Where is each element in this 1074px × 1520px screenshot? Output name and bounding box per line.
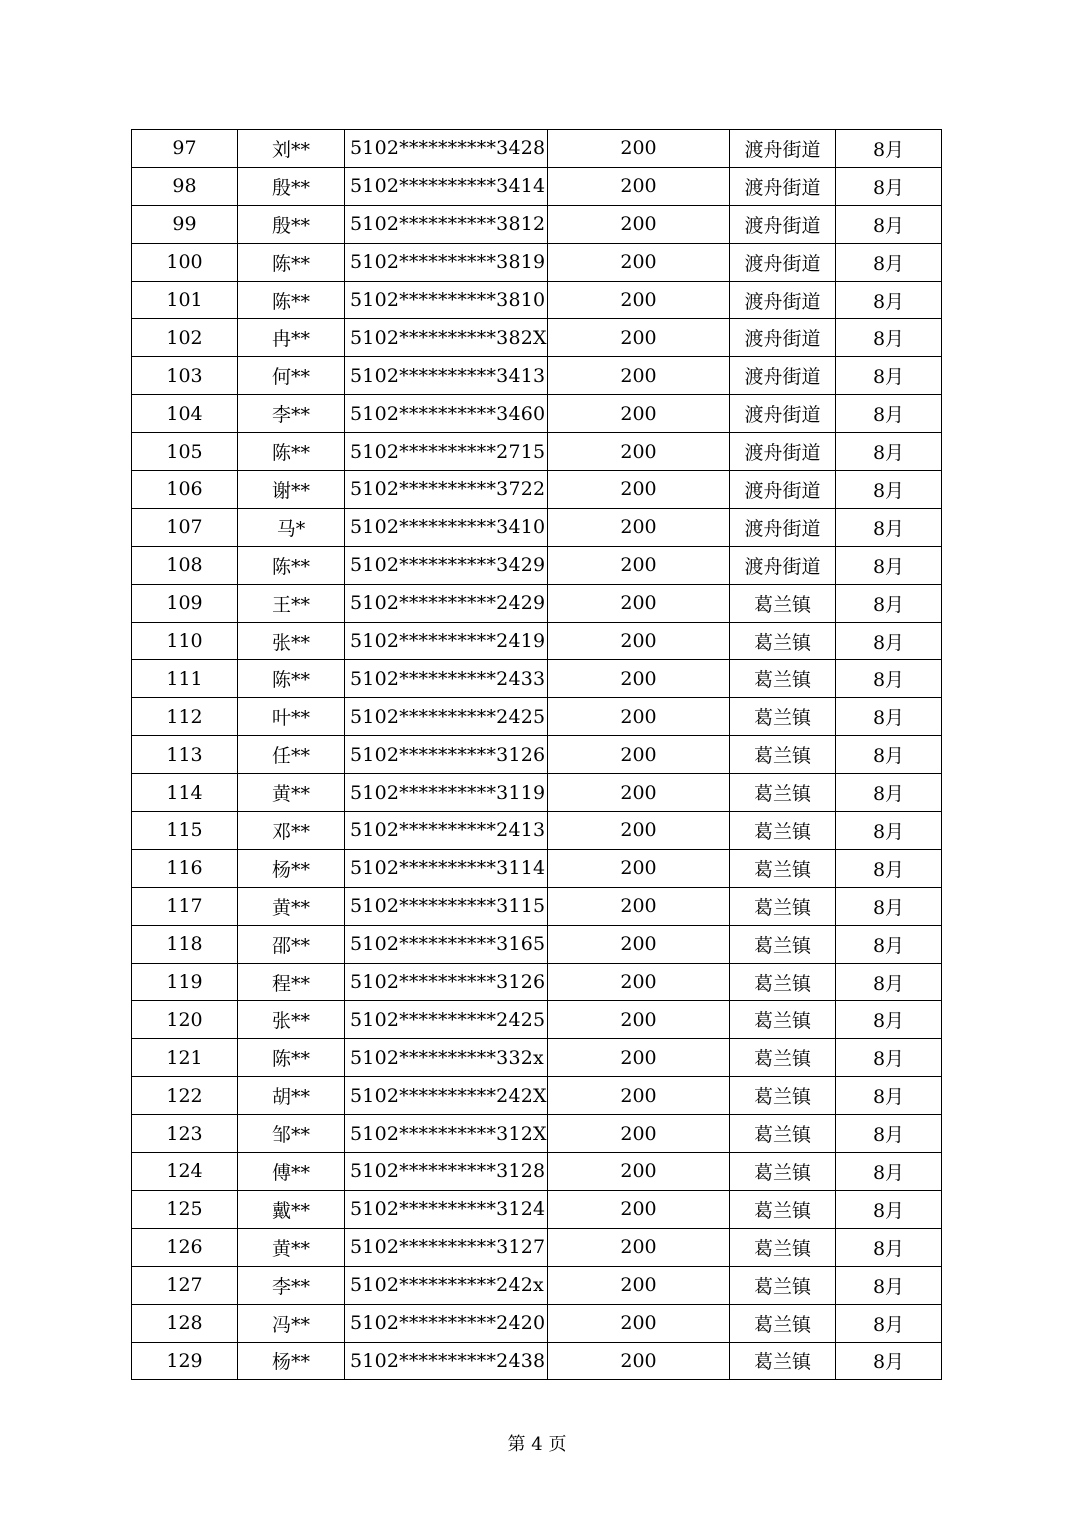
table-row	[132, 1228, 942, 1266]
cell-name: 叶**	[238, 698, 345, 736]
cell-name: 黄**	[238, 774, 345, 812]
cell-serial-number: 110	[132, 622, 238, 660]
cell-month: 8月	[836, 849, 942, 887]
table-row	[132, 774, 942, 812]
cell-id-number: 5102**********242X	[345, 1077, 548, 1115]
cell-id-number: 5102**********2413	[345, 812, 548, 850]
cell-area: 葛兰镇	[730, 887, 836, 925]
cell-amount: 200	[548, 812, 730, 850]
cell-month: 8月	[836, 243, 942, 281]
cell-month: 8月	[836, 395, 942, 433]
table-row	[132, 1190, 942, 1228]
cell-serial-number: 100	[132, 243, 238, 281]
cell-name: 陈**	[238, 243, 345, 281]
cell-month: 8月	[836, 130, 942, 168]
cell-id-number: 5102**********3722	[345, 471, 548, 509]
cell-amount: 200	[548, 546, 730, 584]
cell-serial-number: 112	[132, 698, 238, 736]
cell-amount: 200	[548, 1342, 730, 1380]
cell-name: 冉**	[238, 319, 345, 357]
cell-serial-number: 118	[132, 925, 238, 963]
table-row	[132, 281, 942, 319]
cell-area: 葛兰镇	[730, 622, 836, 660]
cell-month: 8月	[836, 698, 942, 736]
cell-amount: 200	[548, 395, 730, 433]
cell-serial-number: 125	[132, 1190, 238, 1228]
cell-serial-number: 115	[132, 812, 238, 850]
cell-id-number: 5102**********3165	[345, 925, 548, 963]
cell-name: 王**	[238, 584, 345, 622]
cell-name: 陈**	[238, 660, 345, 698]
cell-id-number: 5102**********3124	[345, 1190, 548, 1228]
cell-serial-number: 122	[132, 1077, 238, 1115]
cell-amount: 200	[548, 357, 730, 395]
cell-serial-number: 124	[132, 1153, 238, 1191]
cell-area: 葛兰镇	[730, 963, 836, 1001]
cell-serial-number: 120	[132, 1001, 238, 1039]
cell-id-number: 5102**********2715	[345, 433, 548, 471]
cell-id-number: 5102**********3410	[345, 508, 548, 546]
cell-name: 杨**	[238, 849, 345, 887]
cell-amount: 200	[548, 1077, 730, 1115]
cell-month: 8月	[836, 925, 942, 963]
cell-name: 陈**	[238, 433, 345, 471]
cell-month: 8月	[836, 1304, 942, 1342]
cell-month: 8月	[836, 508, 942, 546]
cell-name: 黄**	[238, 887, 345, 925]
cell-area: 渡舟街道	[730, 130, 836, 168]
cell-area: 葛兰镇	[730, 1039, 836, 1077]
cell-amount: 200	[548, 1228, 730, 1266]
cell-month: 8月	[836, 357, 942, 395]
cell-month: 8月	[836, 1153, 942, 1191]
table-row	[132, 1153, 942, 1191]
cell-id-number: 5102**********3127	[345, 1228, 548, 1266]
cell-area: 渡舟街道	[730, 319, 836, 357]
cell-month: 8月	[836, 546, 942, 584]
page-number: 第 4 页	[507, 1434, 567, 1455]
cell-id-number: 5102**********382X	[345, 319, 548, 357]
cell-amount: 200	[548, 1115, 730, 1153]
cell-amount: 200	[548, 774, 730, 812]
table-row	[132, 357, 942, 395]
cell-month: 8月	[836, 433, 942, 471]
cell-name: 傅**	[238, 1153, 345, 1191]
table-row	[132, 925, 942, 963]
cell-area: 葛兰镇	[730, 849, 836, 887]
cell-serial-number: 101	[132, 281, 238, 319]
cell-name: 邵**	[238, 925, 345, 963]
cell-amount: 200	[548, 698, 730, 736]
cell-area: 葛兰镇	[730, 1190, 836, 1228]
cell-name: 冯**	[238, 1304, 345, 1342]
cell-month: 8月	[836, 584, 942, 622]
table-row	[132, 130, 942, 168]
table-row	[132, 622, 942, 660]
cell-area: 葛兰镇	[730, 1266, 836, 1304]
cell-serial-number: 126	[132, 1228, 238, 1266]
table-row	[132, 1342, 942, 1380]
cell-amount: 200	[548, 1001, 730, 1039]
cell-name: 戴**	[238, 1190, 345, 1228]
cell-name: 李**	[238, 1266, 345, 1304]
table-row	[132, 319, 942, 357]
cell-amount: 200	[548, 205, 730, 243]
cell-serial-number: 116	[132, 849, 238, 887]
cell-month: 8月	[836, 963, 942, 1001]
cell-month: 8月	[836, 1190, 942, 1228]
cell-month: 8月	[836, 319, 942, 357]
table-row	[132, 205, 942, 243]
cell-serial-number: 99	[132, 205, 238, 243]
cell-area: 渡舟街道	[730, 281, 836, 319]
cell-month: 8月	[836, 1342, 942, 1380]
cell-serial-number: 114	[132, 774, 238, 812]
cell-area: 葛兰镇	[730, 1342, 836, 1380]
cell-area: 渡舟街道	[730, 167, 836, 205]
cell-name: 黄**	[238, 1228, 345, 1266]
cell-month: 8月	[836, 774, 942, 812]
cell-id-number: 5102**********3428	[345, 130, 548, 168]
cell-serial-number: 104	[132, 395, 238, 433]
cell-id-number: 5102**********3128	[345, 1153, 548, 1191]
cell-name: 程**	[238, 963, 345, 1001]
cell-month: 8月	[836, 1228, 942, 1266]
cell-serial-number: 98	[132, 167, 238, 205]
cell-area: 葛兰镇	[730, 736, 836, 774]
cell-serial-number: 129	[132, 1342, 238, 1380]
table-row	[132, 812, 942, 850]
cell-month: 8月	[836, 1039, 942, 1077]
cell-amount: 200	[548, 849, 730, 887]
cell-id-number: 5102**********332x	[345, 1039, 548, 1077]
cell-serial-number: 109	[132, 584, 238, 622]
cell-area: 葛兰镇	[730, 584, 836, 622]
cell-serial-number: 117	[132, 887, 238, 925]
cell-id-number: 5102**********312X	[345, 1115, 548, 1153]
cell-id-number: 5102**********2429	[345, 584, 548, 622]
cell-amount: 200	[548, 925, 730, 963]
cell-amount: 200	[548, 167, 730, 205]
cell-area: 渡舟街道	[730, 546, 836, 584]
cell-month: 8月	[836, 622, 942, 660]
cell-name: 杨**	[238, 1342, 345, 1380]
cell-id-number: 5102**********3126	[345, 736, 548, 774]
cell-name: 殷**	[238, 167, 345, 205]
cell-month: 8月	[836, 1266, 942, 1304]
cell-serial-number: 106	[132, 471, 238, 509]
cell-name: 胡**	[238, 1077, 345, 1115]
cell-area: 葛兰镇	[730, 1001, 836, 1039]
cell-id-number: 5102**********3414	[345, 167, 548, 205]
cell-serial-number: 105	[132, 433, 238, 471]
table-row	[132, 849, 942, 887]
cell-id-number: 5102**********3115	[345, 887, 548, 925]
cell-id-number: 5102**********2433	[345, 660, 548, 698]
cell-area: 葛兰镇	[730, 812, 836, 850]
table-row	[132, 1077, 942, 1115]
cell-id-number: 5102**********2419	[345, 622, 548, 660]
cell-amount: 200	[548, 243, 730, 281]
cell-amount: 200	[548, 1039, 730, 1077]
cell-id-number: 5102**********3413	[345, 357, 548, 395]
cell-id-number: 5102**********2425	[345, 698, 548, 736]
cell-id-number: 5102**********2425	[345, 1001, 548, 1039]
cell-month: 8月	[836, 281, 942, 319]
cell-serial-number: 119	[132, 963, 238, 1001]
table-row	[132, 1001, 942, 1039]
cell-area: 葛兰镇	[730, 1304, 836, 1342]
cell-month: 8月	[836, 660, 942, 698]
table-row	[132, 887, 942, 925]
cell-month: 8月	[836, 1077, 942, 1115]
cell-name: 陈**	[238, 1039, 345, 1077]
cell-name: 邹**	[238, 1115, 345, 1153]
cell-serial-number: 107	[132, 508, 238, 546]
cell-area: 渡舟街道	[730, 395, 836, 433]
cell-serial-number: 128	[132, 1304, 238, 1342]
cell-name: 谢**	[238, 471, 345, 509]
cell-area: 渡舟街道	[730, 471, 836, 509]
cell-name: 任**	[238, 736, 345, 774]
cell-area: 渡舟街道	[730, 357, 836, 395]
table-row	[132, 1115, 942, 1153]
cell-area: 渡舟街道	[730, 243, 836, 281]
table-row	[132, 167, 942, 205]
cell-id-number: 5102**********3114	[345, 849, 548, 887]
cell-amount: 200	[548, 736, 730, 774]
table-row	[132, 243, 942, 281]
cell-month: 8月	[836, 167, 942, 205]
cell-month: 8月	[836, 812, 942, 850]
cell-amount: 200	[548, 1190, 730, 1228]
cell-area: 葛兰镇	[730, 1153, 836, 1191]
cell-amount: 200	[548, 1266, 730, 1304]
table-row	[132, 546, 942, 584]
cell-name: 李**	[238, 395, 345, 433]
cell-amount: 200	[548, 508, 730, 546]
cell-amount: 200	[548, 1153, 730, 1191]
cell-id-number: 5102**********2438	[345, 1342, 548, 1380]
cell-name: 张**	[238, 622, 345, 660]
cell-id-number: 5102**********3819	[345, 243, 548, 281]
cell-name: 刘**	[238, 130, 345, 168]
cell-serial-number: 121	[132, 1039, 238, 1077]
cell-id-number: 5102**********3810	[345, 281, 548, 319]
table-row	[132, 1039, 942, 1077]
cell-id-number: 5102**********2420	[345, 1304, 548, 1342]
cell-amount: 200	[548, 319, 730, 357]
cell-serial-number: 111	[132, 660, 238, 698]
cell-area: 葛兰镇	[730, 1115, 836, 1153]
cell-area: 葛兰镇	[730, 1228, 836, 1266]
table-row	[132, 963, 942, 1001]
cell-area: 渡舟街道	[730, 205, 836, 243]
cell-amount: 200	[548, 584, 730, 622]
cell-area: 葛兰镇	[730, 774, 836, 812]
cell-serial-number: 108	[132, 546, 238, 584]
cell-serial-number: 113	[132, 736, 238, 774]
cell-amount: 200	[548, 660, 730, 698]
table-row	[132, 395, 942, 433]
cell-serial-number: 127	[132, 1266, 238, 1304]
table-row	[132, 471, 942, 509]
cell-amount: 200	[548, 281, 730, 319]
cell-serial-number: 97	[132, 130, 238, 168]
cell-month: 8月	[836, 471, 942, 509]
cell-name: 陈**	[238, 546, 345, 584]
cell-amount: 200	[548, 622, 730, 660]
table-row	[132, 660, 942, 698]
table-row	[132, 584, 942, 622]
cell-serial-number: 103	[132, 357, 238, 395]
cell-name: 张**	[238, 1001, 345, 1039]
cell-serial-number: 123	[132, 1115, 238, 1153]
cell-month: 8月	[836, 1115, 942, 1153]
cell-amount: 200	[548, 130, 730, 168]
cell-id-number: 5102**********3460	[345, 395, 548, 433]
cell-id-number: 5102**********3126	[345, 963, 548, 1001]
cell-id-number: 5102**********3812	[345, 205, 548, 243]
cell-name: 陈**	[238, 281, 345, 319]
cell-area: 渡舟街道	[730, 508, 836, 546]
table-row	[132, 736, 942, 774]
cell-id-number: 5102**********242x	[345, 1266, 548, 1304]
roster-table-body	[132, 130, 942, 1380]
cell-serial-number: 102	[132, 319, 238, 357]
table-row	[132, 508, 942, 546]
cell-name: 邓**	[238, 812, 345, 850]
cell-id-number: 5102**********3119	[345, 774, 548, 812]
table-row	[132, 1266, 942, 1304]
table-row	[132, 1304, 942, 1342]
cell-month: 8月	[836, 205, 942, 243]
cell-name: 殷**	[238, 205, 345, 243]
cell-amount: 200	[548, 433, 730, 471]
table-row	[132, 433, 942, 471]
cell-area: 葛兰镇	[730, 660, 836, 698]
cell-month: 8月	[836, 1001, 942, 1039]
cell-month: 8月	[836, 887, 942, 925]
cell-amount: 200	[548, 963, 730, 1001]
cell-month: 8月	[836, 736, 942, 774]
cell-amount: 200	[548, 471, 730, 509]
roster-table	[131, 129, 942, 1380]
table-row	[132, 698, 942, 736]
cell-area: 葛兰镇	[730, 698, 836, 736]
cell-amount: 200	[548, 1304, 730, 1342]
cell-amount: 200	[548, 887, 730, 925]
cell-area: 葛兰镇	[730, 925, 836, 963]
cell-name: 马*	[238, 508, 345, 546]
cell-area: 葛兰镇	[730, 1077, 836, 1115]
cell-name: 何**	[238, 357, 345, 395]
cell-id-number: 5102**********3429	[345, 546, 548, 584]
cell-area: 渡舟街道	[730, 433, 836, 471]
